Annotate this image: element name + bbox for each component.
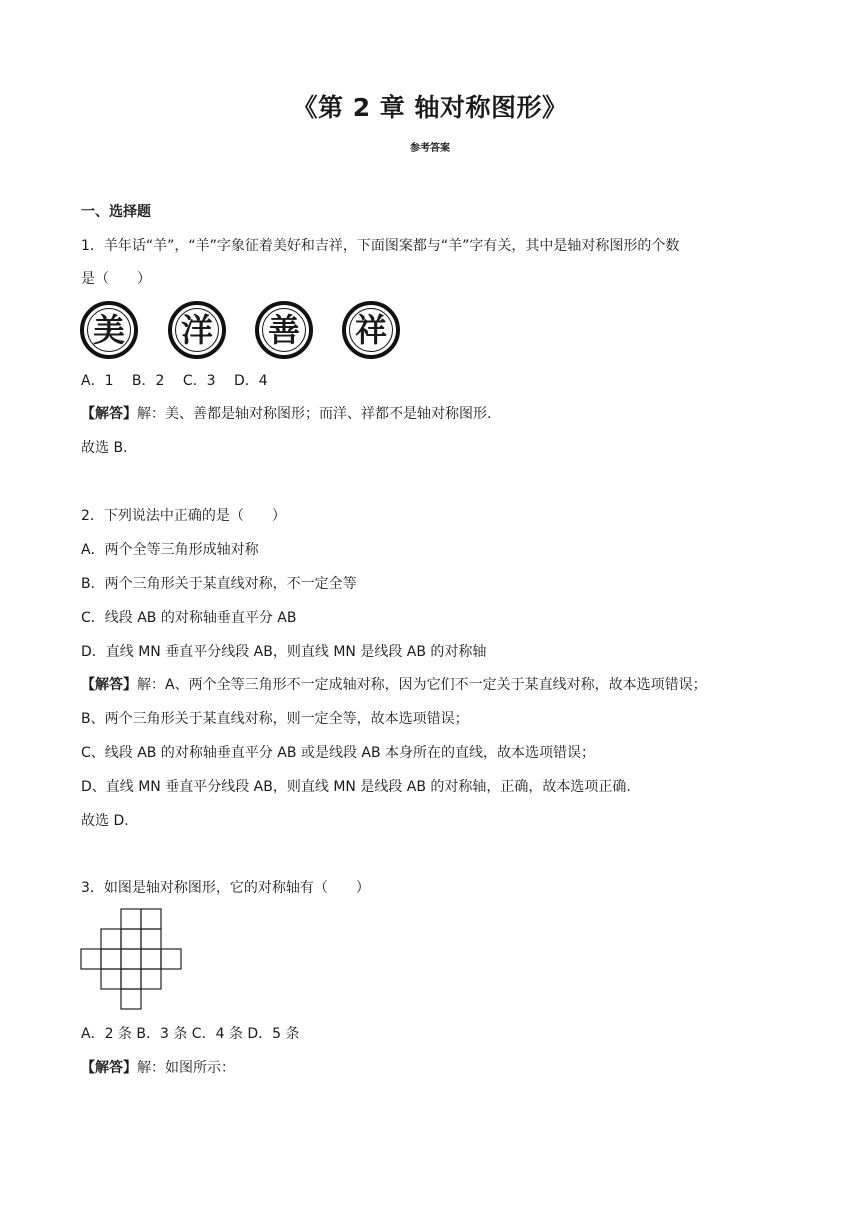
grid-cell	[161, 949, 181, 969]
answer-text: 解：A、两个全等三角形不一定成轴对称，因为它们不一定关于某直线对称，故本选项错误；	[137, 677, 707, 693]
grid-cell	[121, 909, 141, 929]
q2-option-c: C．线段 AB 的对称轴垂直平分 AB	[81, 610, 297, 626]
grid-cell	[141, 909, 161, 929]
q2-conclusion: 故选 D.	[81, 813, 129, 829]
answer-text: 解：美、善都是轴对称图形；而洋、祥都不是轴对称图形.	[137, 406, 492, 422]
q3-answer	[81, 1058, 235, 1078]
q1-answer	[81, 404, 491, 424]
grid-cell	[141, 969, 161, 989]
q1-stem-line1: 1．羊年话“羊”，“羊”字象征着美好和吉祥，下面图案都与“羊”字有关，其中是轴对称图形的个数	[81, 238, 680, 254]
q2-option-a: A．两个全等三角形成轴对称	[81, 542, 259, 558]
q3-stem: 3．如图是轴对称图形，它的对称轴有（ ）	[81, 880, 370, 896]
document-subtitle: 参考答案	[410, 143, 450, 154]
grid-cell	[121, 949, 141, 969]
answer-tag: 【解答】	[81, 406, 137, 422]
grid-cell	[141, 949, 161, 969]
q2-answer-line3: C、线段 AB 的对称轴垂直平分 AB 或是线段 AB 本身所在的直线，故本选项错误；	[81, 745, 596, 761]
answer-text: 解：如图所示：	[137, 1060, 235, 1076]
q3-cross-grid-figure	[80, 908, 182, 1010]
q1-glyph-figures	[80, 301, 410, 363]
glyph-badge-mei	[80, 301, 138, 359]
q2-stem: 2．下列说法中正确的是（ ）	[81, 508, 286, 524]
glyph-badge-xiang	[342, 301, 400, 359]
grid-cell	[141, 929, 161, 949]
grid-cell	[101, 929, 121, 949]
q2-option-d: D．直线 MN 垂直平分线段 AB，则直线 MN 是线段 AB 的对称轴	[81, 644, 487, 660]
q3-options: A．2 条 B．3 条 C．4 条 D．5 条	[81, 1026, 300, 1042]
document-title: 《第 2 章 轴对称图形》	[292, 93, 568, 122]
grid-cell	[121, 989, 141, 1009]
q2-answer-line2: B、两个三角形关于某直线对称，则一定全等，故本选项错误；	[81, 711, 469, 727]
glyph-badge-shan	[255, 301, 313, 359]
answer-tag: 【解答】	[81, 1060, 137, 1076]
q1-conclusion: 故选 B.	[81, 440, 128, 456]
glyph-char: 祥	[354, 311, 387, 349]
answer-tag: 【解答】	[81, 677, 137, 693]
grid-cell	[121, 929, 141, 949]
glyph-badge-yang-ocean	[168, 301, 226, 359]
q1-stem-line2: 是（ ）	[81, 271, 151, 287]
grid-cell	[101, 949, 121, 969]
q1-options: A．1 B．2 C．3 D．4	[81, 373, 268, 389]
glyph-char: 善	[267, 311, 300, 349]
q2-answer-line4: D、直线 MN 垂直平分线段 AB，则直线 MN 是线段 AB 的对称轴，正确，故本选项正确.	[81, 779, 631, 795]
grid-cell	[101, 969, 121, 989]
grid-cell	[81, 949, 101, 969]
glyph-char: 美	[92, 311, 125, 349]
section-heading: 一、选择题	[81, 204, 151, 220]
glyph-char: 洋	[180, 311, 213, 349]
grid-cell	[121, 969, 141, 989]
q2-answer-line1	[81, 675, 707, 695]
q2-option-b: B．两个三角形关于某直线对称，不一定全等	[81, 576, 357, 592]
